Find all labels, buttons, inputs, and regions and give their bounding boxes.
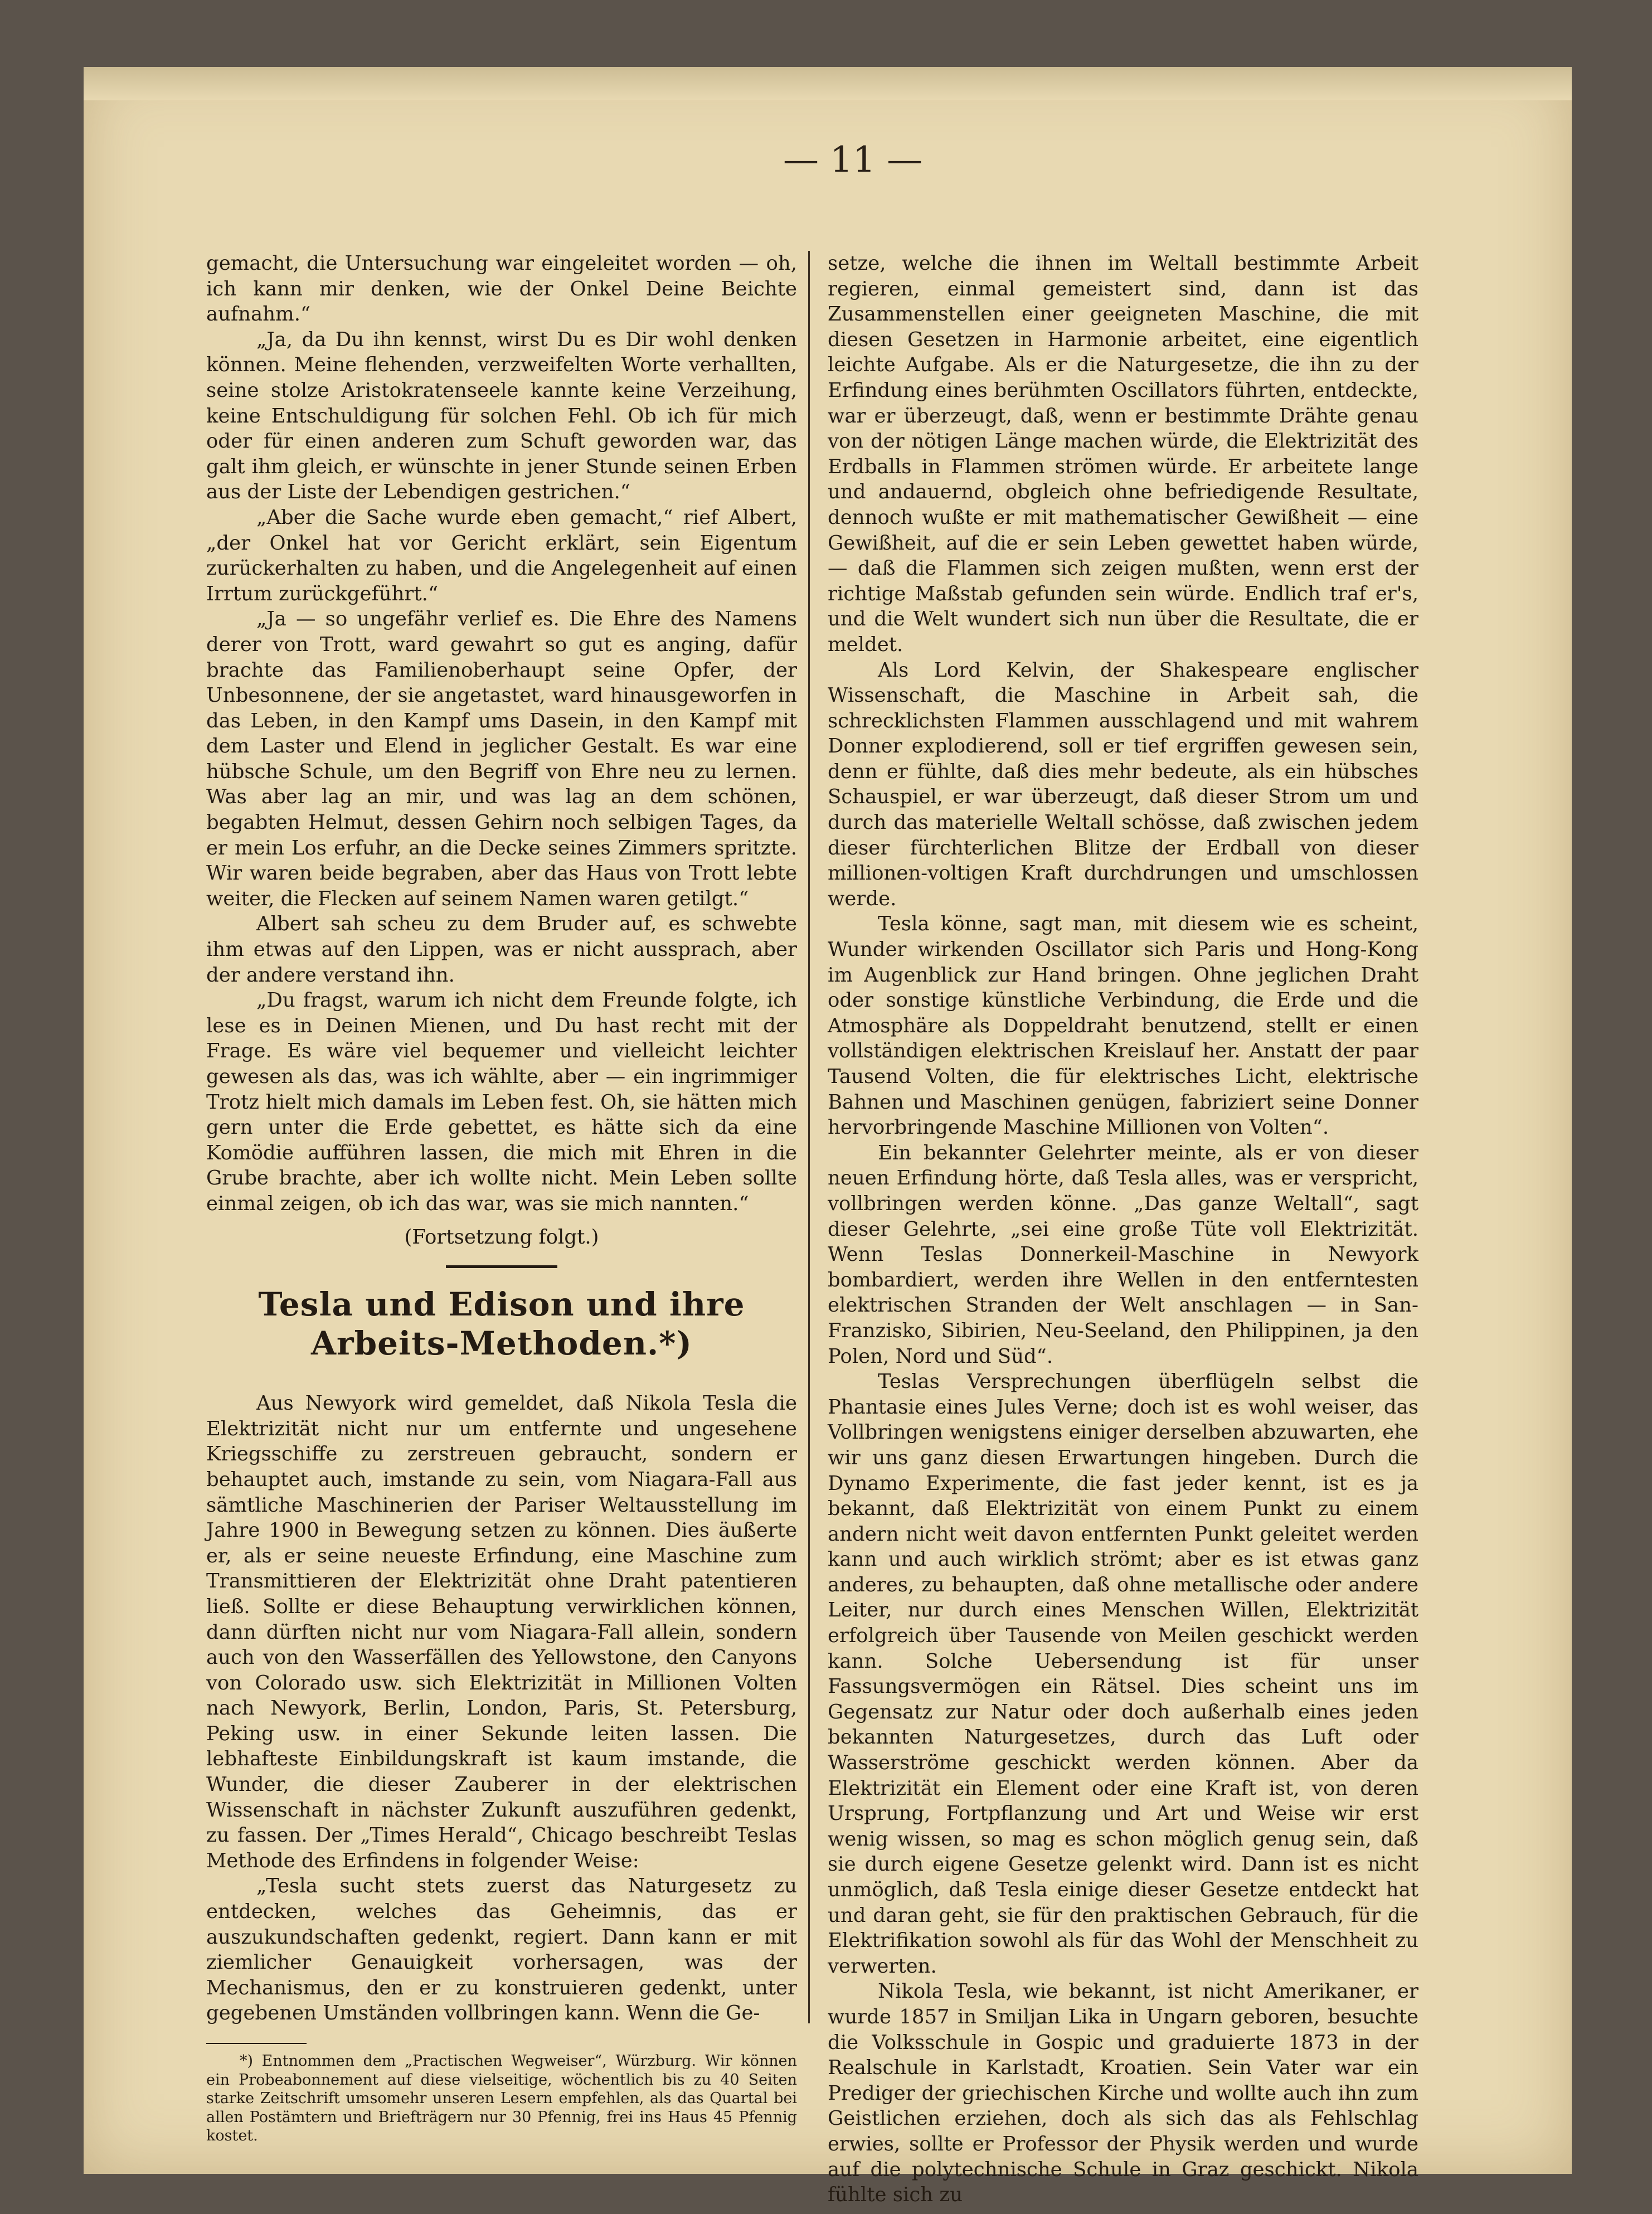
paragraph: Albert sah scheu zu dem Bruder auf, es schwebte ihm etwas auf den Lippen, was er nicht aussprach, aber der andere verstand ihn. bbox=[206, 912, 797, 987]
continuation-note: (Fortsetzung folgt.) bbox=[404, 1225, 599, 1249]
paragraph: „Ja — so ungefähr verlief es. Die Ehre des Namens derer von Trott, ward gewahrt so gut es anging, dafür brachte das Familienoberhaupt seine Opfer, der Unbesonnene, der sie angetastet, ward hinausgeworfen in das Leben, in den Kampf ums Dasein, in den Kampf mit dem Laster und Elend in jeglicher Gestalt. Es war eine hübsche Schule, um den Begriff von Ehre neu zu lernen. Was aber lag an mir, und was lag an dem schönen, begabten Helmut, dessen Gehirn noch selbigen Tages, da er mein Los erfuhr, an die Decke seines Zimmers spritzte. Wir waren beide begraben, aber das Haus von Trott lebte weiter, die Flecken auf seinem Namen waren getilgt.“ bbox=[206, 608, 797, 910]
torn-top-edge bbox=[84, 67, 1572, 100]
newspaper-page bbox=[84, 67, 1572, 2207]
article-title: Tesla und Edison und ihre Arbeits-Methoden.*) bbox=[258, 1285, 745, 1363]
page-number: — 11 — bbox=[783, 139, 923, 181]
column-divider bbox=[808, 251, 810, 2023]
paragraph: Ein bekannter Gelehrter meinte, als er von dieser neuen Erfindung hörte, daß Tesla alles, was er verspricht, vollbringen werden könne. „Das ganze Weltall“, sagt dieser Gelehrte, „sei eine große Tüte voll Elektrizität. Wenn Teslas Donnerkeil-Maschine in Newyork bombardiert, werden ihre Wellen in den entferntesten elektrischen Stranden der Welt anschlagen — in San-Franzisko, Sibirien, Neu-Seeland, den Philippinen, ja den Polen, Nord und Süd“. bbox=[828, 1141, 1418, 1368]
footnote-rule bbox=[206, 2043, 307, 2044]
right-column bbox=[828, 251, 1418, 2208]
footnote: *) Entnommen dem „Practischen Wegweiser“, Würzburg. Wir können ein Probeabonnement auf diese vielseitige, wöchentlich bis zu 40 Seiten starke Zeitschrift umsomehr unseren Lesern empfehlen, als das Quartal bei allen Postämtern und Briefträgern nur 30 Pfennig, frei ins Haus 45 Pfennig kostet. bbox=[206, 2052, 797, 2144]
paragraph: „Tesla sucht stets zuerst das Naturgesetz zu entdecken, welches das Geheimnis, das er auszukundschaften gedenkt, regiert. Dann kann er mit ziemlicher Genauigkeit vorhersagen, was der Mechanismus, den er zu konstruieren gedenkt, unter gegebenen Umständen vollbringen kann. Wenn die Ge- bbox=[206, 1875, 797, 2025]
left-column bbox=[206, 251, 797, 2145]
paragraph: gemacht, die Untersuchung war eingeleitet worden — oh, ich kann mir denken, wie der Onkel Deine Beichte aufnahm.“ bbox=[206, 252, 797, 326]
paragraph: Tesla könne, sagt man, mit diesem wie es scheint, Wunder wirkenden Oscillator sich Paris und Hong-Kong im Augenblick zur Hand bringen. Ohne jeglichen Draht oder sonstige künstliche Verbindung, die Erde und die Atmosphäre als Doppeldraht benutzend, stellt er einen vollständigen elektrischen Kreislauf her. Anstatt der paar Tausend Volten, die für elektrisches Licht, elektrische Bahnen und Maschinen genügen, fabriziert seine Donner hervorbringende Maschine Millionen von Volten“. bbox=[828, 912, 1418, 1139]
paragraph: „Du fragst, warum ich nicht dem Freunde folgte, ich lese es in Deinen Mienen, und Du hast recht mit der Frage. Es wäre viel bequemer und vielleicht leichter gewesen als das, was ich wählte, aber — ein ingrimmiger Trotz hielt mich damals im Leben fest. Oh, sie hätten mich gern unter die Erde gebettet, es hätte sich da eine Komödie aufführen lassen, die mich mit Ehren in die Grube brachte, aber ich wollte nicht. Mein Leben sollte einmal zeigen, ob ich das war, was sie mich nannten.“ bbox=[206, 989, 797, 1215]
section-divider bbox=[446, 1265, 557, 1268]
paragraph: setze, welche die ihnen im Weltall bestimmte Arbeit regieren, einmal gemeistert sind, dann ist das Zusammenstellen einer geeigneten Maschine, die mit diesen Gesetzen in Harmonie arbeitet, eine eigentlich leichte Aufgabe. Als er die Naturgesetze, die ihn zu der Erfindung eines berühmten Oscillators führten, entdeckte, war er überzeugt, daß, wenn er bestimmte Drähte genau von der nötigen Länge machen würde, die Elektrizität des Erdballs in Flammen strömen würde. Er arbeitete lange und andauernd, obgleich ohne befriedigende Resultate, dennoch wußte er mit mathematischer Gewißheit — eine Gewißheit, auf die er sein Leben gewettet haben würde, — daß die Flammen sich zeigen mußten, wenn erst der richtige Maßstab gefunden sein würde. Endlich traf er's, und die Welt wundert sich nun über die Resultate, die er meldet. bbox=[828, 252, 1418, 656]
paragraph: „Aber die Sache wurde eben gemacht,“ rief Albert, „der Onkel hat vor Gericht erklärt, sein Eigentum zurückerhalten zu haben, und die Angelegenheit auf einen Irrtum zurückgeführt.“ bbox=[206, 506, 797, 605]
paragraph: „Ja, da Du ihn kennst, wirst Du es Dir wohl denken können. Meine flehenden, verzweifelten Worte verhallten, seine stolze Aristokratenseele kannte keine Verzeihung, keine Entschuldigung für solchen Fehl. Ob ich für mich oder für einen anderen zum Schuft geworden war, das galt ihm gleich, er wünschte in jener Stunde seinen Erben aus der Liste der Lebendigen gestrichen.“ bbox=[206, 328, 797, 504]
paragraph: Aus Newyork wird gemeldet, daß Nikola Tesla die Elektrizität nicht nur um entfernte und ungesehene Kriegsschiffe zu zerstreuen gebraucht, sondern er behauptet auch, imstande zu sein, vom Niagara-Fall aus sämtliche Maschinerien der Pariser Weltausstellung im Jahre 1900 in Bewegung setzen zu können. Dies äußerte er, als er seine neueste Erfindung, eine Maschine zum Transmittieren der Elektrizität ohne Draht patentieren ließ. Sollte er diese Behauptung verwirklichen können, dann dürften nicht nur vom Niagara-Fall allein, sondern auch von den Wasserfällen des Yellowstone, den Canyons von Colorado usw. sich Elektrizität in Millionen Volten nach Newyork, Berlin, London, Paris, St. Petersburg, Peking usw. in einer Sekunde leiten lassen. Die lebhafteste Einbildungskraft ist kaum imstande, die Wunder, die dieser Zauberer in der elektrischen Wissenschaft in nächster Zukunft auszuführen gedenkt, zu fassen. Der „Times Herald“, Chicago beschreibt Teslas Methode des Erfindens in folgender Weise: bbox=[206, 1392, 797, 1872]
paragraph: Teslas Versprechungen überflügeln selbst die Phantasie eines Jules Verne; doch ist es wohl weiser, das Vollbringen wenigstens einiger derselben abzuwarten, ehe wir uns ganz diesen Erwartungen hingeben. Durch die Dynamo Experimente, die fast jeder kennt, ist es ja bekannt, daß Elektrizität von einem Punkt zu einem andern nicht weit davon entfernten Punkt geleitet werden kann und auch wirklich strömt; aber es ist etwas ganz anderes, zu behaupten, daß ohne metallische oder andere Leiter, nur durch eines Menschen Willen, Elektrizität erfolgreich über Tausende von Meilen geschickt werden kann. Solche Uebersendung ist für unser Fassungsvermögen ein Rätsel. Dies scheint uns im Gegensatz zur Natur oder doch außerhalb eines jeden bekannten Naturgesetzes, durch das Luft oder Wasserströme geschickt werden können. Aber da Elektrizität ein Element oder eine Kraft ist, von deren Ursprung, Fortpflanzung und Art und Weise wir erst wenig wissen, so mag es schon möglich genug sein, daß sie durch eigene Gesetze gelenkt wird. Dann ist es nicht unmöglich, daß Tesla einige dieser Gesetze entdeckt hat und daran geht, sie für den praktischen Gebrauch, für die Elektrifikation sowohl als für das Wohl der Menschheit zu verwerten. bbox=[828, 1370, 1418, 1978]
paragraph: Nikola Tesla, wie bekannt, ist nicht Amerikaner, er wurde 1857 in Smiljan Lika in Ungarn geboren, besuchte die Volksschule in Gospic und graduierte 1873 in der Realschule in Karlstadt, Kroatien. Sein Vater war ein Prediger der griechischen Kirche und wollte auch ihn zum Geistlichen erziehen, doch als sich das als Fehlschlag erwies, sollte er Professor der Physik werden und wurde auf die polytechnische Schule in Graz geschickt. Nikola fühlte sich zu bbox=[828, 1980, 1418, 2207]
paragraph: Als Lord Kelvin, der Shakespeare englischer Wissenschaft, die Maschine in Arbeit sah, die schrecklichsten Flammen ausschlagend und mit wahrem Donner explodierend, soll er tief ergriffen gewesen sein, denn er fühlte, daß dies mehr bedeute, als ein hübsches Schauspiel, er war überzeugt, daß dieser Strom um und durch das materielle Weltall schösse, daß zwischen jedem dieser fürchterlichen Blitze der Erdball von dieser millionen-voltigen Kraft durchdrungen und umschlossen werde. bbox=[828, 658, 1418, 910]
